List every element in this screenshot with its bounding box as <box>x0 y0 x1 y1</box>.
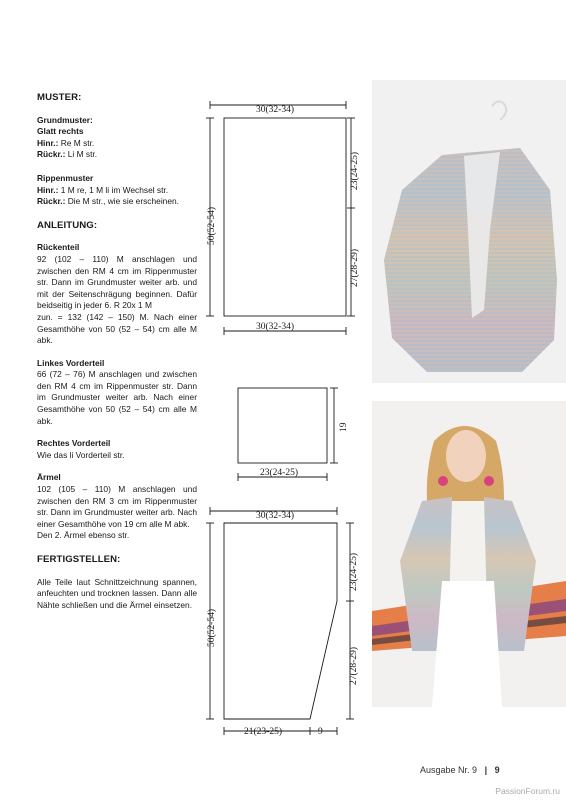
front-right-lower-label: 27(28-29) <box>349 647 359 685</box>
aermel-text-2: Den 2. Ärmel ebenso str. <box>37 530 130 541</box>
instructions-column <box>37 92 197 611</box>
schematics <box>200 95 368 745</box>
hinr-line <box>37 138 197 150</box>
rechtes-vorderteil-text: Wie das li Vorderteil str. <box>37 449 125 460</box>
page-footer <box>420 765 500 775</box>
page-number: 9 <box>494 765 500 775</box>
back-right-upper-label: 23(24-25) <box>350 152 360 190</box>
face <box>446 430 486 482</box>
sleeve-outline <box>238 388 327 463</box>
aermel-text: 102 (105 – 110) M anschlagen und zwischen den RM 3 cm im Rippenmuster str. Dann im Grundmuster weiter arb. Nach einer Gesamthöhe von 19 cm alle M abk. <box>37 484 197 529</box>
model-photo <box>372 401 566 707</box>
rueckenteil-text-2: zun. = 132 (142 – 150) M. Nach einer Gesamthöhe von 50 (52 – 54) cm alle M abk. <box>37 311 197 346</box>
sleeve-bottom-label: 23(24-25) <box>260 468 298 478</box>
hinr-text: Re M str. <box>58 137 95 148</box>
anleitung-heading: ANLEITUNG: <box>37 219 98 231</box>
hinr-label: Hinr.: <box>37 137 59 148</box>
muster-heading: MUSTER: <box>37 92 82 103</box>
linkes-vorderteil-text: 66 (72 – 76) M anschlagen und zwischen den RM 4 cm im Rippenmuster str. Dann im Grundmuster weiter arb. Nach einer Gesamthöhe von 50 (52 – 54) cm alle M abk. <box>37 369 197 426</box>
back-left-label: 50(52-54) <box>207 207 217 245</box>
rueckr-text: Li M str. <box>65 149 98 160</box>
back-piece-outline <box>224 118 346 316</box>
rippen-rueckr-label: Rückr.: <box>37 196 66 207</box>
hanger-hook <box>492 101 506 120</box>
rueckenteil-title: Rückenteil <box>37 242 80 253</box>
watermark: PassionForum.ru <box>495 786 560 796</box>
sleeve-right-label: 19 <box>339 422 349 432</box>
grundmuster-title: Grundmuster: <box>37 114 93 125</box>
linkes-vorderteil-title: Linkes Vorderteil <box>37 357 105 368</box>
rippen-rueckr-line <box>37 196 197 208</box>
rueckr-line <box>37 149 197 161</box>
earring-left <box>438 476 448 486</box>
rippen-hinr-text: 1 M re, 1 M li im Wechsel str. <box>58 184 169 195</box>
front-left-label: 50(52-54) <box>207 609 217 647</box>
footer-separator: | <box>484 765 488 775</box>
rippen-rueckr-text: Die M str., wie sie erscheinen. <box>65 196 179 207</box>
back-bottom-label: 30(32-34) <box>256 322 294 332</box>
front-piece-outline <box>224 523 337 719</box>
cardigan-hanger-photo <box>372 80 566 383</box>
rippenmuster-title: Rippenmuster <box>37 172 94 183</box>
back-top-label: 30(32-34) <box>256 105 294 115</box>
earring-right <box>484 476 494 486</box>
rechtes-vorderteil-title: Rechtes Vorderteil <box>37 438 111 449</box>
rueckenteil-text: 92 (102 – 110) M anschlagen und zwischen den RM 4 cm im Rippenmuster str. Dann im Grundmuster weiter arb. und mit der Seitenschrägung beginnen. Dafür beidseitig in jeder 6. R 20x 1 M <box>37 253 197 311</box>
rippen-hinr-label: Hinr.: <box>37 184 59 195</box>
fertigstellen-text: Alle Teile laut Schnittzeichnung spannen, anfeuchten und trocknen lassen. Dann alle Nähte schließen und die Ärmel einsetzen. <box>37 576 197 610</box>
fertigstellen-heading: FERTIGSTELLEN: <box>37 554 121 565</box>
front-bottom-main-label: 21(23-25) <box>244 727 282 737</box>
rippen-hinr-line <box>37 185 197 197</box>
aermel-title: Ärmel <box>37 472 61 483</box>
rueckr-label: Rückr.: <box>37 149 66 160</box>
glatt-rechts-title: Glatt rechts <box>37 126 84 137</box>
front-right-upper-label: 23(24-25) <box>349 553 359 591</box>
issue-label: Ausgabe Nr. 9 <box>420 765 478 775</box>
front-bottom-small-label: 9 <box>318 727 323 737</box>
front-top-label: 30(32-34) <box>256 511 294 521</box>
back-right-lower-label: 27(28-29) <box>350 249 360 287</box>
white-pants <box>432 581 502 707</box>
